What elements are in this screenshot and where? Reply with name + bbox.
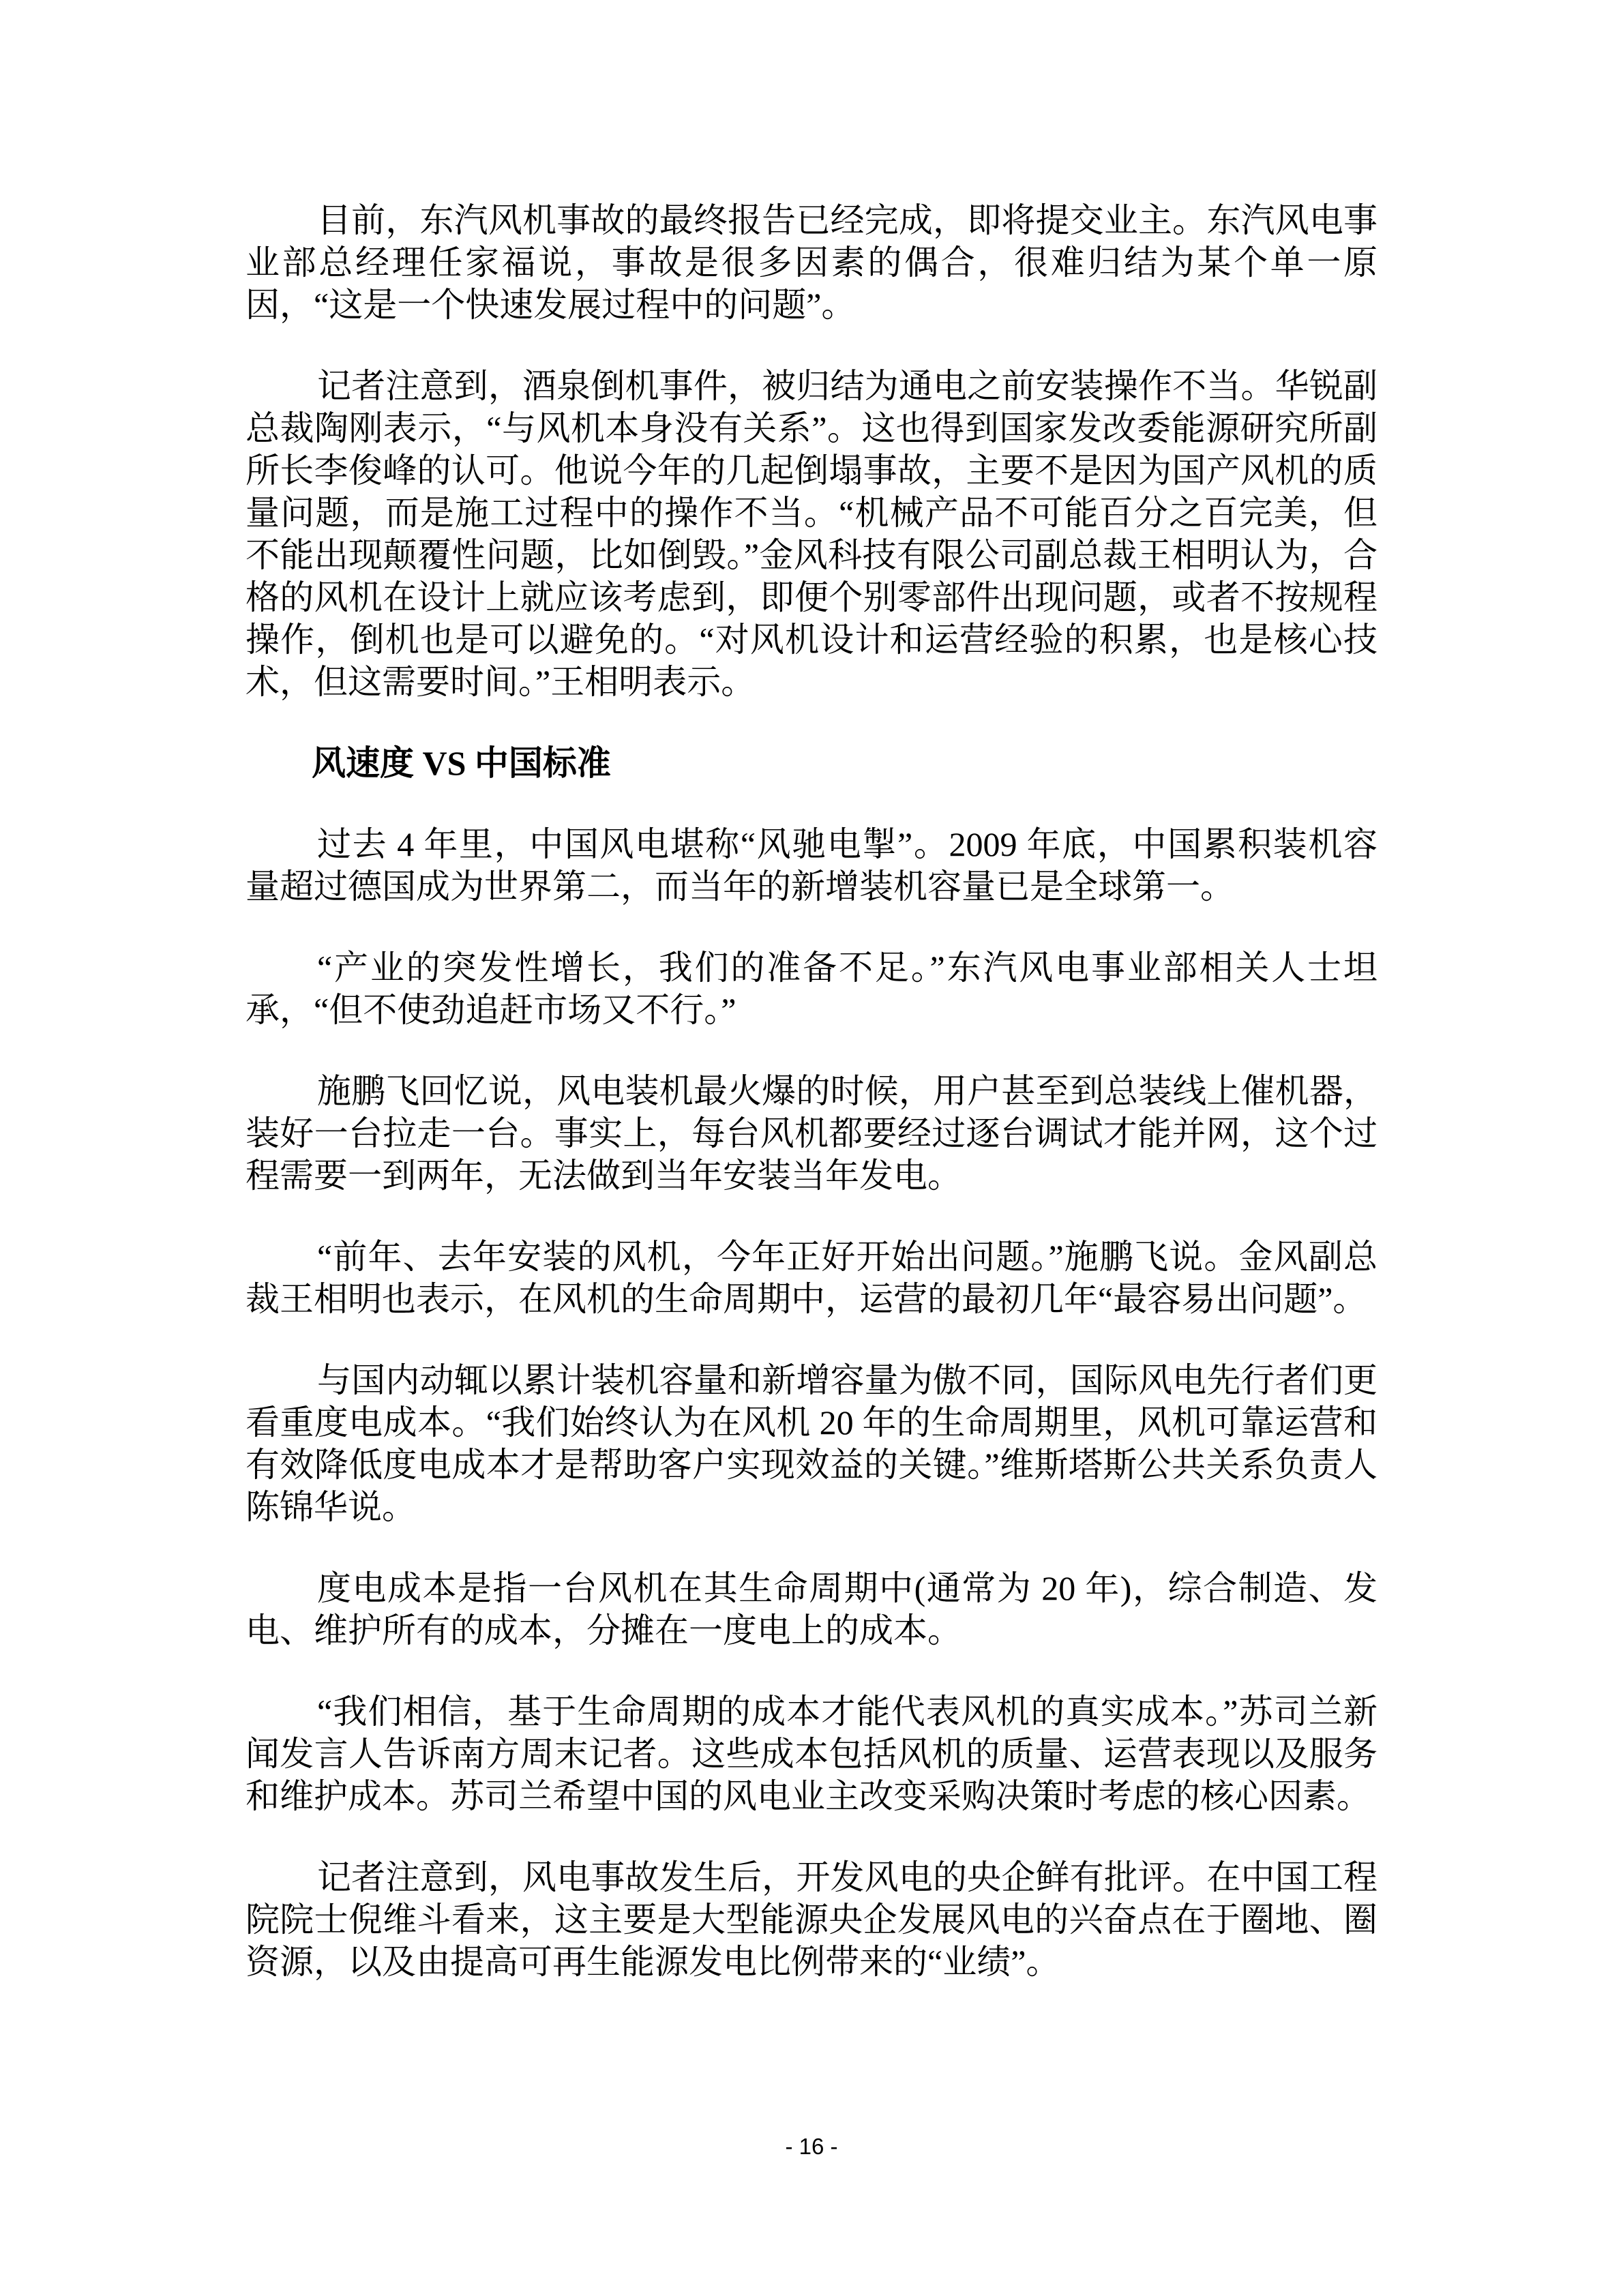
paragraph: 目前，东汽风机事故的最终报告已经完成，即将提交业主。东汽风电事业部总经理任家福说，事故是很多因素的偶合，很难归结为某个单一原因，“这是一个快速发展过程中的问题”。 <box>245 201 1378 324</box>
page-body <box>245 199 1378 2022</box>
section-heading: 风速度 VS 中国标准 <box>312 744 611 782</box>
paragraph: 度电成本是指一台风机在其生命周期中(通常为 20 年)，综合制造、发电、维护所有的成本，分摊在一度电上的成本。 <box>245 1569 1378 1650</box>
paragraph: 过去 4 年里，中国风电堪称“风驰电掣”。2009 年底，中国累积装机容量超过德国成为世界第二，而当年的新增装机容量已是全球第一。 <box>245 825 1378 906</box>
paragraph: 与国内动辄以累计装机容量和新增容量为傲不同，国际风电先行者们更看重度电成本。“我们始终认为在风机 20 年的生命周期里，风机可靠运营和有效降低度电成本才是帮助客户实现效益的关键。”维斯塔斯公共关系负责人陈锦华说。 <box>245 1361 1378 1526</box>
paragraph: “前年、去年安装的风机，今年正好开始出问题。”施鹏飞说。金风副总裁王相明也表示，在风机的生命周期中，运营的最初几年“最容易出问题”。 <box>245 1238 1378 1318</box>
paragraph: 施鹏飞回忆说，风电装机最火爆的时候，用户甚至到总装线上催机器，装好一台拉走一台。事实上，每台风机都要经过逐台调试才能并网，这个过程需要一到两年，无法做到当年安装当年发电。 <box>245 1072 1378 1195</box>
paragraph: “产业的突发性增长，我们的准备不足。”东汽风电事业部相关人士坦承，“但不使劲追赶市场又不行。” <box>245 949 1378 1029</box>
page-footer <box>0 2133 1623 2160</box>
page-number: - 16 - <box>785 2134 838 2159</box>
paragraph: 记者注意到，风电事故发生后，开发风电的央企鲜有批评。在中国工程院院士倪维斗看来，这主要是大型能源央企发展风电的兴奋点在于圈地、圈资源，以及由提高可再生能源发电比例带来的“业绩”。 <box>245 1858 1378 1981</box>
paragraph: 记者注意到，酒泉倒机事件，被归结为通电之前安装操作不当。华锐副总裁陶刚表示，“与风机本身没有关系”。这也得到国家发改委能源研究所副所长李俊峰的认可。他说今年的几起倒塌事故，主要不是因为国产风机的质量问题，而是施工过程中的操作不当。“机械产品不可能百分之百完美，但不能出现颠覆性问题，比如倒毁。”金风科技有限公司副总裁王相明认为，合格的风机在设计上就应该考虑到，即便个别零部件出现问题，或者不按规程操作，倒机也是可以避免的。“对风机设计和运营经验的积累，也是核心技术，但这需要时间。”王相明表示。 <box>245 367 1378 701</box>
paragraph: “我们相信，基于生命周期的成本才能代表风机的真实成本。”苏司兰新闻发言人告诉南方周末记者。这些成本包括风机的质量、运营表现以及服务和维护成本。苏司兰希望中国的风电业主改变采购决策时考虑的核心因素。 <box>245 1693 1378 1815</box>
